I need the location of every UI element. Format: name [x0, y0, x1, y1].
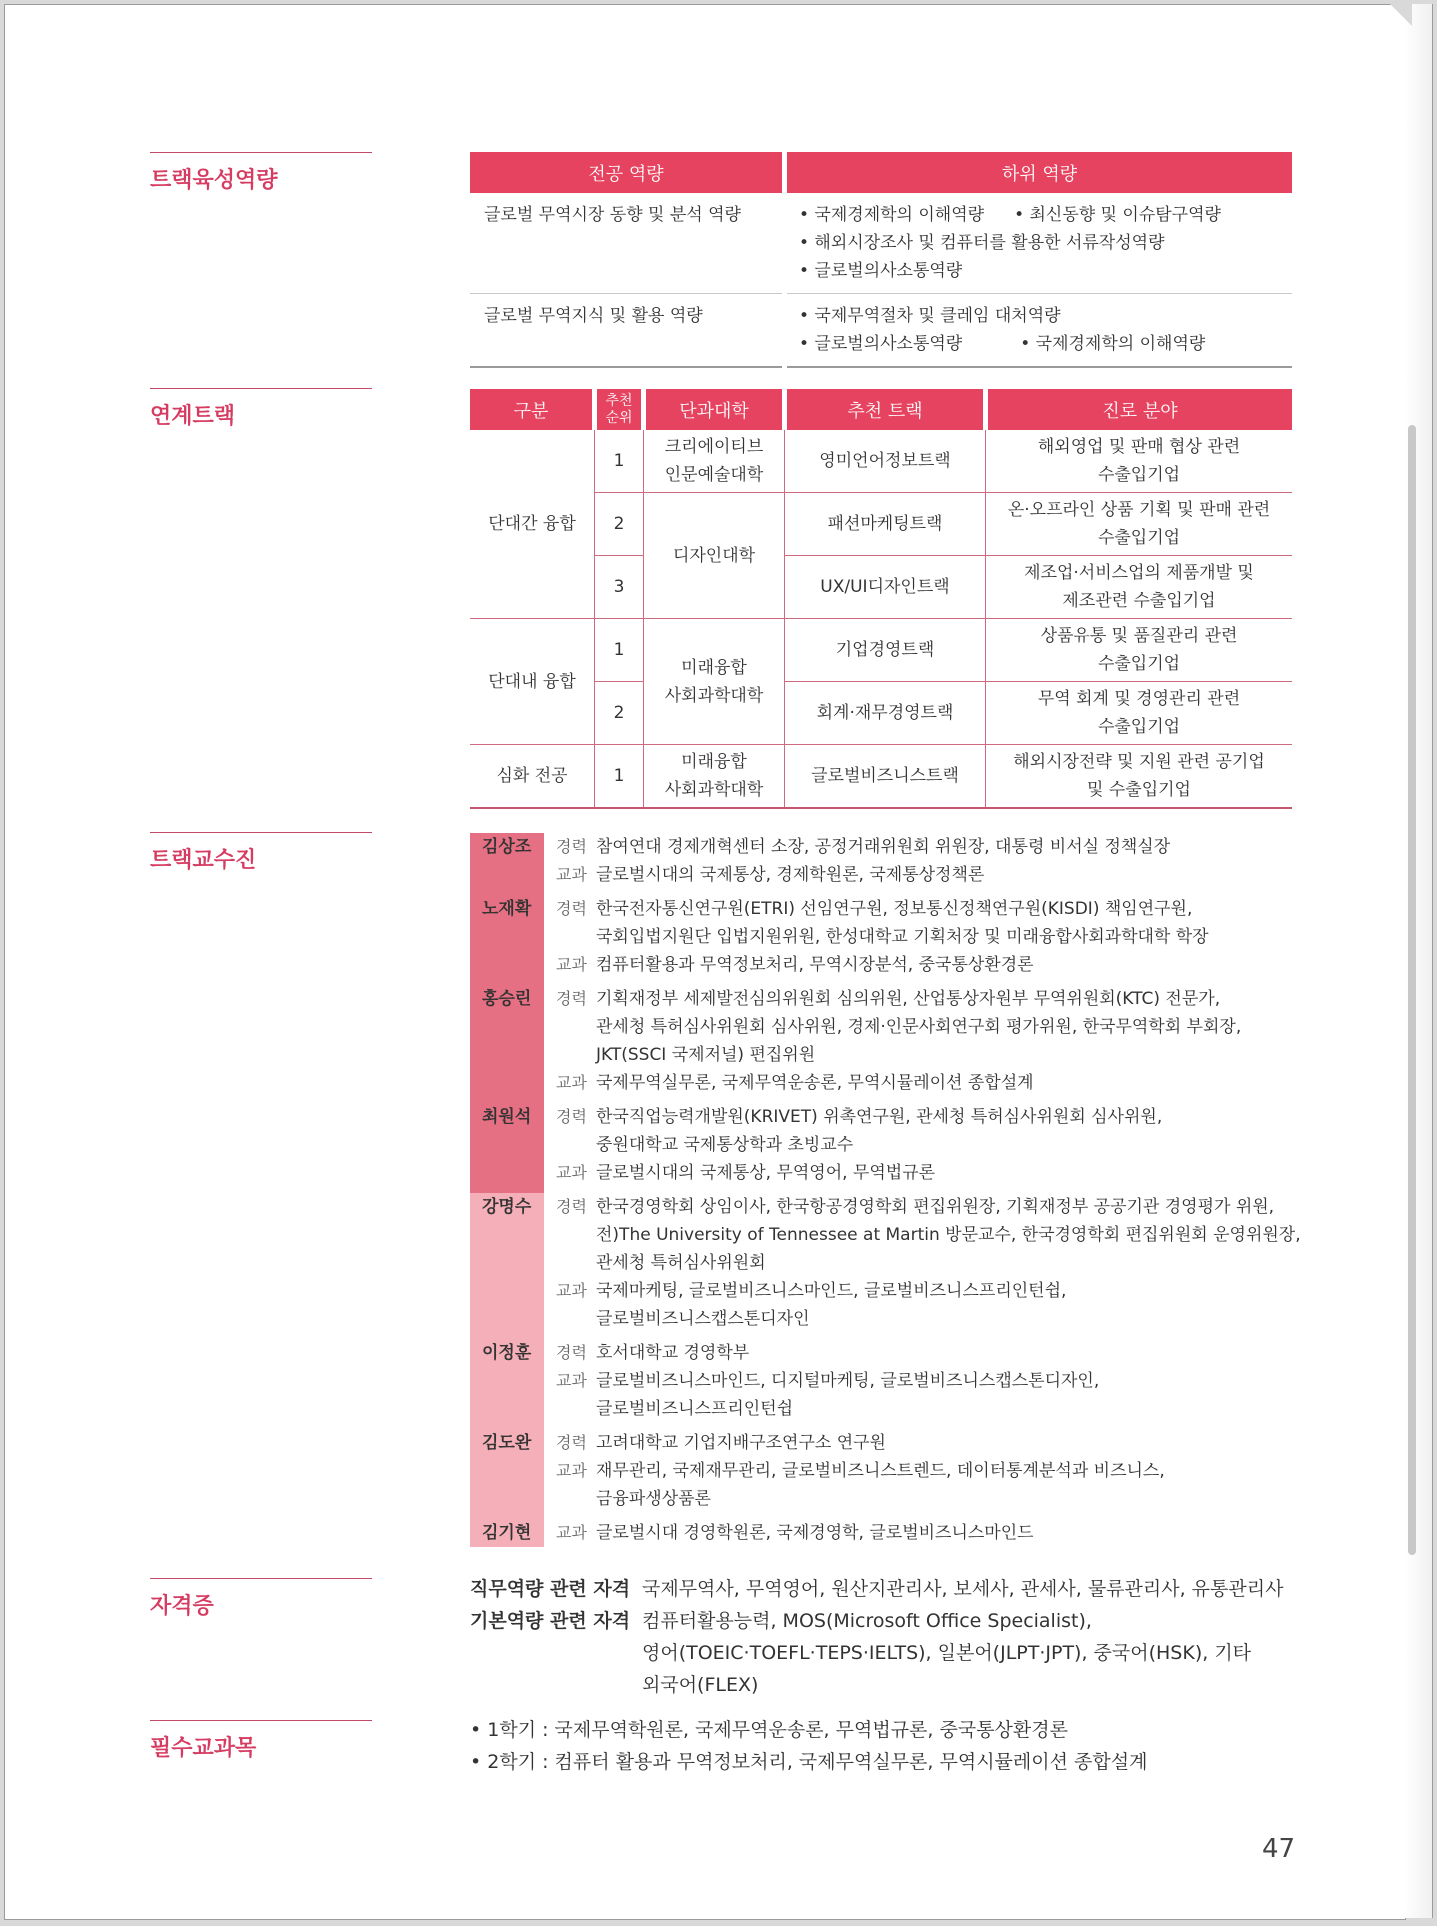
faculty-name: 김상조 — [470, 833, 544, 895]
career-cell: 상품유통 및 품질관리 관련 수출입기업 — [986, 619, 1293, 682]
career-line: 전)The University of Tennessee at Martin 방문교수, 한국경영학회 편집위원회 운영위원장, — [596, 1225, 1301, 1245]
career-cell: 온·오프라인 상품 기획 및 판매 관련 수출입기업 — [986, 493, 1293, 556]
faculty-name: 이정훈 — [470, 1339, 544, 1429]
faculty-item — [470, 1103, 1310, 1193]
faculty-item — [470, 833, 1310, 895]
track-cell: UX/UI디자인트랙 — [785, 556, 986, 619]
header-rank: 추천 순위 — [595, 389, 644, 430]
career-tag: 경력 — [556, 1433, 587, 1452]
header-category: 구분 — [470, 389, 595, 430]
job-cert-row — [470, 1573, 1310, 1605]
group-intra: 단대내 융합 — [470, 619, 595, 745]
courses-text — [596, 1457, 1310, 1513]
career-row — [556, 833, 1310, 861]
career-line: 호서대학교 경영학부 — [596, 1343, 750, 1363]
courses-row — [556, 861, 1310, 889]
rank-cell: 3 — [595, 556, 644, 619]
basic-cert-label: 기본역량 관련 자격 — [470, 1610, 631, 1632]
courses-tag: 교과 — [556, 955, 587, 974]
faculty-detail — [544, 833, 1310, 895]
courses-tag: 교과 — [556, 1163, 587, 1182]
career-line: 관세청 특허심사위원회 — [596, 1253, 766, 1273]
career-line: 참여연대 경제개혁센터 소장, 공정거래위원회 위원장, 대통령 비서실 정책실장 — [596, 837, 1171, 857]
faculty-name: 강명수 — [470, 1193, 544, 1339]
major-competency: 글로벌 무역시장 동향 및 분석 역량 — [470, 193, 785, 294]
college-cell: 디자인대학 — [644, 493, 785, 619]
section-title-certification: 자격증 — [150, 1578, 372, 1620]
career-line: 한국전자통신연구원(ETRI) 선임연구원, 정보통신정책연구원(KISDI) 책임연구원, — [596, 899, 1193, 919]
faculty-detail — [544, 1193, 1310, 1339]
college-cell: 미래융합 사회과학대학 — [644, 619, 785, 745]
career-cell: 해외영업 및 판매 협상 관련 수출입기업 — [986, 430, 1293, 493]
career-text — [596, 1193, 1310, 1277]
list-item: • 국제무역절차 및 클레임 대처역량 — [799, 306, 1061, 326]
table-row — [470, 294, 1292, 368]
career-line: 중원대학교 국제통상학과 초빙교수 — [596, 1135, 854, 1155]
track-cell: 패션마케팅트랙 — [785, 493, 986, 556]
career-text — [596, 833, 1310, 861]
college-cell: 크리에이티브 인문예술대학 — [644, 430, 785, 493]
faculty-item — [470, 895, 1310, 985]
courses-text — [596, 951, 1310, 979]
career-cell: 제조업·서비스업의 제품개발 및 제조관련 수출입기업 — [986, 556, 1293, 619]
faculty-name: 김도완 — [470, 1429, 544, 1519]
faculty-detail — [544, 1103, 1310, 1193]
track-cell: 글로벌비즈니스트랙 — [785, 745, 986, 809]
faculty-detail — [544, 985, 1310, 1103]
sub-competency-list — [785, 294, 1293, 368]
courses-line: 글로벌시대의 국제통상, 경제학원론, 국제통상정책론 — [596, 865, 985, 885]
career-line: 고려대학교 기업지배구조연구소 연구원 — [596, 1433, 886, 1453]
career-row — [556, 1193, 1310, 1277]
job-cert-label: 직무역량 관련 자격 — [470, 1578, 631, 1600]
list-item: • 1학기 : 국제무역학원론, 국제무역운송론, 무역법규론, 중국통상환경론 — [470, 1719, 1068, 1741]
list-item: • 2학기 : 컴퓨터 활용과 무역정보처리, 국제무역실무론, 무역시뮬레이션 종합설계 — [470, 1751, 1148, 1773]
group-inter: 단대간 융합 — [470, 430, 595, 619]
courses-line: 컴퓨터활용과 무역정보처리, 무역시장분석, 중국통상환경론 — [596, 955, 1034, 975]
faculty-item — [470, 1193, 1310, 1339]
courses-row — [556, 1519, 1310, 1547]
career-tag: 경력 — [556, 899, 587, 918]
courses-line: 글로벌비즈니스프리인턴쉽 — [596, 1399, 794, 1419]
faculty-item — [470, 1429, 1310, 1519]
courses-tag: 교과 — [556, 865, 587, 884]
courses-line: 국제마케팅, 글로벌비즈니스마인드, 글로벌비즈니스프리인턴쉽, — [596, 1281, 1067, 1301]
courses-line: 금융파생상품론 — [596, 1489, 711, 1509]
career-text — [596, 1339, 1310, 1367]
career-row — [556, 1429, 1310, 1457]
header-major-competency: 전공 역량 — [470, 152, 785, 193]
courses-text — [596, 861, 1310, 889]
career-cell: 무역 회계 및 경영관리 관련 수출입기업 — [986, 682, 1293, 745]
courses-tag: 교과 — [556, 1281, 587, 1300]
career-text — [596, 895, 1310, 951]
courses-row — [556, 1277, 1310, 1333]
faculty-name: 최원석 — [470, 1103, 544, 1193]
table-row — [470, 430, 1292, 493]
header-career: 진로 분야 — [986, 389, 1293, 430]
career-tag: 경력 — [556, 837, 587, 856]
career-tag: 경력 — [556, 1107, 587, 1126]
rank-cell: 2 — [595, 493, 644, 556]
rank-cell: 1 — [595, 619, 644, 682]
page-number: 47 — [1262, 1834, 1296, 1864]
college-cell: 미래융합 사회과학대학 — [644, 745, 785, 809]
faculty-item — [470, 1519, 1310, 1547]
career-line: 한국경영학회 상임이사, 한국항공경영학회 편집위원장, 기획재정부 공공기관 경영평가 위원, — [596, 1197, 1275, 1217]
section-title-competency: 트랙육성역량 — [150, 152, 372, 194]
career-line: 관세청 특허심사위원회 심사위원, 경제·인문사회연구회 평가위원, 한국무역학회 부회장, — [596, 1017, 1242, 1037]
list-item: • 국제경제학의 이해역량 • 최신동향 및 이슈탐구역량 — [799, 205, 1221, 225]
courses-tag: 교과 — [556, 1371, 587, 1390]
list-item: • 해외시장조사 및 컴퓨터를 활용한 서류작성역량 — [799, 233, 1165, 253]
courses-line: 글로벌시대의 국제통상, 무역영어, 무역법규론 — [596, 1163, 936, 1183]
courses-text — [596, 1519, 1310, 1547]
header-college: 단과대학 — [644, 389, 785, 430]
basic-cert-row — [470, 1605, 1310, 1701]
major-competency: 글로벌 무역지식 및 활용 역량 — [470, 294, 785, 368]
career-line: 기획재정부 세제발전심의위원회 심의위원, 산업통상자원부 무역위원회(KTC) 전문가, — [596, 989, 1221, 1009]
career-text — [596, 1429, 1310, 1457]
courses-line: 글로벌비즈니스캡스톤디자인 — [596, 1309, 810, 1329]
career-text — [596, 985, 1310, 1069]
list-item: • 글로벌의사소통역량 • 국제경제학의 이해역량 — [799, 334, 1206, 354]
career-row — [556, 985, 1310, 1069]
career-line: 국회입법지원단 입법지원위원, 한성대학교 기획처장 및 미래융합사회과학대학 학장 — [596, 927, 1209, 947]
career-cell: 해외시장전략 및 지원 관련 공기업 및 수출입기업 — [986, 745, 1293, 809]
certification-block — [470, 1573, 1310, 1701]
faculty-detail — [544, 1519, 1310, 1547]
page-corner — [1390, 4, 1412, 26]
career-row — [556, 1339, 1310, 1367]
faculty-list — [470, 833, 1310, 1547]
courses-text — [596, 1277, 1310, 1333]
courses-row — [556, 1069, 1310, 1097]
header-track: 추천 트랙 — [785, 389, 986, 430]
faculty-name: 노재확 — [470, 895, 544, 985]
courses-row — [556, 1159, 1310, 1187]
required-courses — [470, 1714, 1147, 1778]
faculty-name: 홍승린 — [470, 985, 544, 1103]
section-title-faculty: 트랙교수진 — [150, 832, 372, 874]
rank-cell: 1 — [595, 430, 644, 493]
table-row — [470, 619, 1292, 682]
courses-text — [596, 1159, 1310, 1187]
faculty-name: 김기현 — [470, 1519, 544, 1547]
courses-tag: 교과 — [556, 1461, 587, 1480]
list-item: • 글로벌의사소통역량 — [799, 261, 963, 281]
faculty-item — [470, 1339, 1310, 1429]
courses-text — [596, 1367, 1310, 1423]
rank-cell: 1 — [595, 745, 644, 809]
header-sub-competency: 하위 역량 — [785, 152, 1293, 193]
faculty-item — [470, 985, 1310, 1103]
scrollbar[interactable] — [1408, 425, 1416, 1555]
basic-cert-text: 컴퓨터활용능력, MOS(Microsoft Office Specialist), 영어(TOEIC·TOEFL·TEPS·IELTS), 일본어(JLPT·JPT), 중국어(HSK), 기타 외국어(FLEX) — [642, 1610, 1252, 1696]
courses-row — [556, 1367, 1310, 1423]
courses-tag: 교과 — [556, 1073, 587, 1092]
career-line: 한국직업능력개발원(KRIVET) 위촉연구원, 관세청 특허심사위원회 심사위원, — [596, 1107, 1163, 1127]
competency-table — [470, 152, 1292, 368]
section-title-linked: 연계트랙 — [150, 388, 372, 430]
section-title-required: 필수교과목 — [150, 1720, 372, 1762]
group-deep: 심화 전공 — [470, 745, 595, 809]
courses-row — [556, 1457, 1310, 1513]
track-cell: 회계·재무경영트랙 — [785, 682, 986, 745]
sub-competency-list — [785, 193, 1293, 294]
courses-line: 국제무역실무론, 국제무역운송론, 무역시뮬레이션 종합설계 — [596, 1073, 1034, 1093]
faculty-detail — [544, 1429, 1310, 1519]
track-cell: 기업경영트랙 — [785, 619, 986, 682]
career-tag: 경력 — [556, 1197, 587, 1216]
rank-cell: 2 — [595, 682, 644, 745]
faculty-detail — [544, 1339, 1310, 1429]
courses-line: 글로벌비즈니스마인드, 디지털마케팅, 글로벌비즈니스캡스톤디자인, — [596, 1371, 1100, 1391]
courses-line: 재무관리, 국제재무관리, 글로벌비즈니스트렌드, 데이터통계분석과 비즈니스, — [596, 1461, 1165, 1481]
job-cert-text: 국제무역사, 무역영어, 원산지관리사, 보세사, 관세사, 물류관리사, 유통관리사 — [642, 1578, 1284, 1600]
career-tag: 경력 — [556, 1343, 587, 1362]
faculty-detail — [544, 895, 1310, 985]
linked-track-table — [470, 389, 1292, 809]
courses-row — [556, 951, 1310, 979]
courses-text — [596, 1069, 1310, 1097]
table-row — [470, 193, 1292, 294]
track-cell: 영미언어정보트랙 — [785, 430, 986, 493]
career-tag: 경력 — [556, 989, 587, 1008]
career-row — [556, 895, 1310, 951]
courses-tag: 교과 — [556, 1523, 587, 1542]
career-line: JKT(SSCI 국제저널) 편집위원 — [596, 1045, 816, 1065]
career-row — [556, 1103, 1310, 1159]
table-row — [470, 745, 1292, 809]
career-text — [596, 1103, 1310, 1159]
courses-line: 글로벌시대 경영학원론, 국제경영학, 글로벌비즈니스마인드 — [596, 1523, 1034, 1543]
